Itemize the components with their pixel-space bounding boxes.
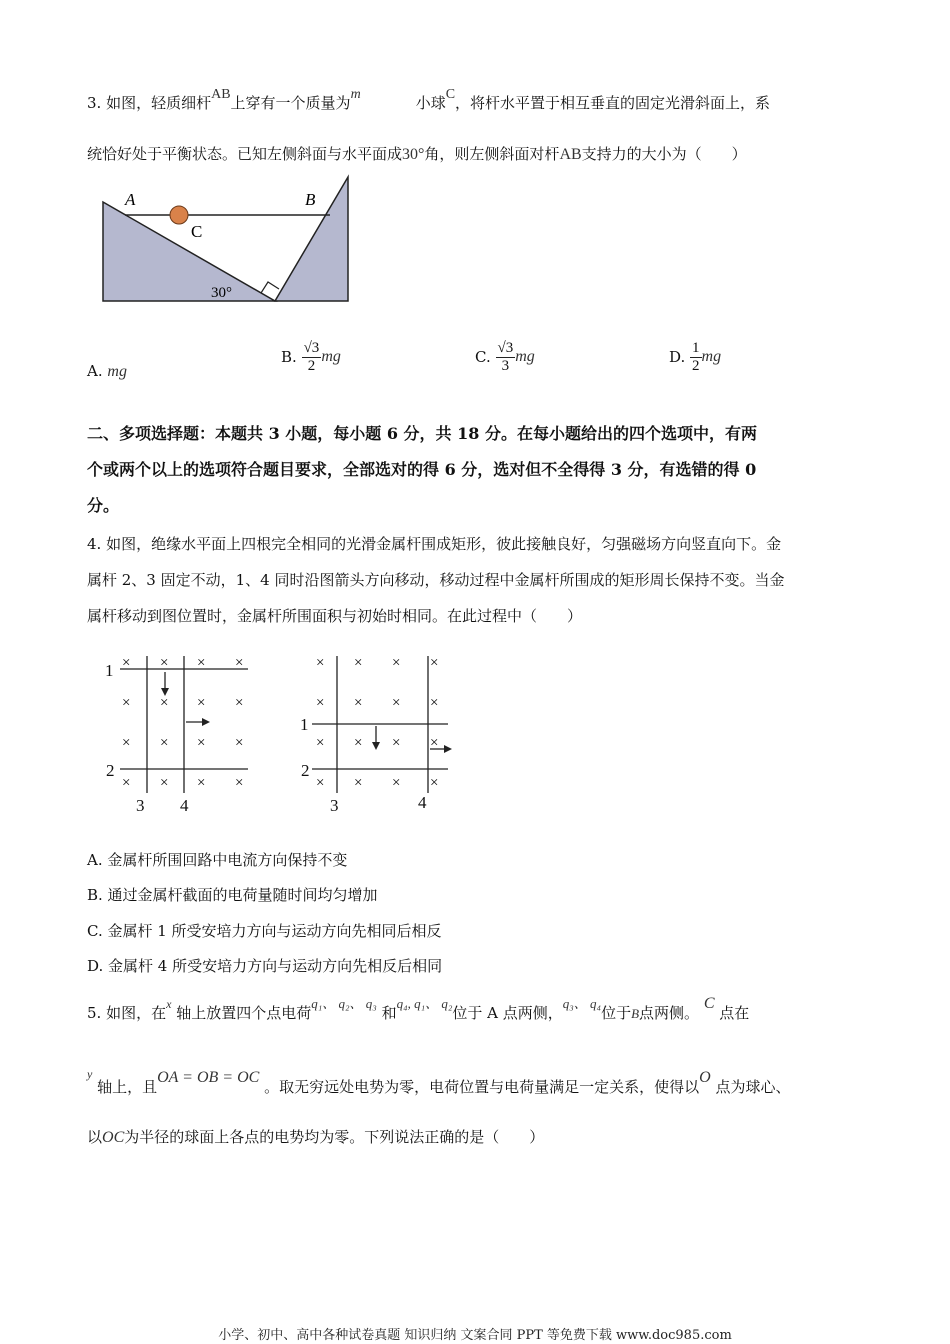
label-c: C	[191, 222, 203, 241]
q5-line3	[87, 1128, 544, 1147]
cross: ×	[197, 735, 206, 751]
cross: ×	[122, 775, 131, 791]
q5-math: q₁、 q₂、 q₃	[311, 996, 377, 1011]
q4-option-c[interactable]: C. 金属杆 1 所受安培力方向与运动方向先相同后相反	[87, 922, 442, 940]
q5-text: 5. 如图，在	[87, 1004, 167, 1022]
ball-c	[170, 206, 188, 224]
q5-line2	[87, 1067, 791, 1097]
q5-text: 。取无穷远处电势为零，电荷位置与电荷量满足一定关系，使得以	[264, 1078, 700, 1096]
option-fraction	[690, 340, 702, 374]
q5-text: 以	[87, 1128, 103, 1146]
q4-magnetic-field-figure	[100, 648, 460, 818]
option-expr: mg	[701, 348, 722, 365]
q3-option-b[interactable]	[281, 340, 341, 374]
cross: ×	[392, 695, 401, 711]
fraction-num: √3	[303, 340, 320, 356]
cross: ×	[160, 695, 169, 711]
rod-label-2: 2	[106, 761, 115, 780]
q4-line3: 属杆移动到图位置时，金属杆所围面积与初始时相同。在此过程中（ ）	[87, 607, 583, 625]
cross: ×	[235, 655, 244, 671]
left-diagram	[105, 655, 248, 815]
q3-line1	[87, 87, 771, 114]
cross: ×	[316, 655, 325, 671]
fraction-den: 2	[307, 357, 316, 374]
option-fraction	[302, 340, 322, 374]
cross: ×	[160, 735, 169, 751]
q3-math-c: C	[445, 87, 456, 102]
arrow-down	[161, 672, 169, 696]
q3-math-ab2: AB	[559, 146, 582, 163]
option-label: A.	[87, 362, 103, 380]
q5-text: 和	[381, 1004, 397, 1022]
cross: ×	[430, 695, 439, 711]
cross: ×	[235, 775, 244, 791]
q4-option-d[interactable]: D. 金属杆 4 所受安培力方向与运动方向先相反后相同	[87, 957, 443, 975]
label-angle: 30°	[211, 285, 232, 301]
right-angle-mark	[261, 282, 279, 293]
option-expr: mg	[515, 348, 535, 365]
right-diagram	[300, 655, 452, 815]
q5-math: B	[631, 1006, 640, 1021]
q5-math: OC	[102, 1129, 125, 1146]
q5-text: 点在	[719, 1004, 750, 1022]
left-incline	[103, 202, 275, 301]
section2-line1: 二、多项选择题：本题共 3 小题，每小题 6 分，共 18 分。在每小题给出的四个选项中，有两	[87, 424, 757, 443]
option-expr: mg	[107, 363, 127, 380]
cross: ×	[122, 695, 131, 711]
option-label: C.	[475, 348, 491, 366]
cross: ×	[354, 655, 363, 671]
cross: ×	[122, 735, 131, 751]
cross: ×	[430, 775, 439, 791]
q3-line2	[87, 145, 747, 164]
q5-text: 轴上，且	[97, 1078, 158, 1096]
cross: ×	[160, 655, 169, 671]
rod-label-3: 3	[330, 796, 339, 815]
label-b: B	[305, 190, 316, 209]
q4-option-b[interactable]: B. 通过金属杆截面的电荷量随时间均匀增加	[87, 886, 378, 904]
q3-math-m: m	[350, 87, 361, 102]
arrow-down	[372, 726, 380, 750]
rod-label-2: 2	[301, 761, 310, 780]
cross: ×	[354, 775, 363, 791]
option-label: D.	[669, 348, 686, 366]
fraction-den: 3	[501, 357, 510, 374]
q5-text: 为半径的球面上各点的电势均为零。下列说法正确的是（ ）	[124, 1128, 545, 1146]
q3-text: 统恰好处于平衡状态。已知左侧斜面与水平面成	[87, 145, 403, 163]
option-label: B.	[281, 348, 297, 366]
q5-math: y	[87, 1067, 93, 1081]
q5-text: 位于	[601, 1004, 632, 1022]
q3-text: 小球	[415, 94, 446, 112]
label-a: A	[125, 190, 136, 209]
q3-text: 上穿有一个质量为	[230, 94, 351, 112]
cross: ×	[316, 775, 325, 791]
q3-text: 角，则左侧斜面对杆	[424, 145, 560, 163]
q4-line2: 属杆 2、3 固定不动，1、4 同时沿图箭头方向移动，移动过程中金属杆所围成的矩形周长保持不变。当金	[87, 571, 785, 589]
cross: ×	[430, 655, 439, 671]
q5-line1	[87, 995, 750, 1023]
cross: ×	[197, 775, 206, 791]
cross: ×	[316, 695, 325, 711]
q5-text: 点两侧。	[639, 1004, 700, 1022]
fraction-num: 1	[692, 340, 700, 356]
q4-option-a[interactable]: A. 金属杆所围回路中电流方向保持不变	[87, 851, 348, 869]
q3-math-ab: AB	[211, 87, 231, 102]
page-footer: 小学、初中、高中各种试卷真题 知识归纳 文案合同 PPT 等免费下载 www.doc985.com	[218, 1328, 732, 1343]
section2-line3: 分。	[87, 496, 120, 515]
cross: ×	[354, 735, 363, 751]
q5-math: q₄, q₁、 q₂	[396, 996, 453, 1011]
option-expr: mg	[321, 348, 341, 365]
cross: ×	[235, 735, 244, 751]
rod-label-4: 4	[418, 793, 427, 812]
q3-option-c[interactable]	[475, 340, 535, 374]
cross: ×	[392, 735, 401, 751]
q5-math: C	[703, 995, 715, 1012]
q5-text: 点为球心、	[715, 1078, 791, 1096]
q3-text: ，将杆水平置于相互垂直的固定光滑斜面上，系	[455, 94, 771, 112]
cross: ×	[197, 655, 206, 671]
cross: ×	[392, 655, 401, 671]
q3-math-angle: 30°	[402, 146, 425, 163]
q5-text: 轴上放置四个点电荷	[176, 1004, 312, 1022]
fraction-den: 2	[692, 357, 700, 374]
q3-incline-figure	[95, 172, 360, 307]
q5-math: OA = OB = OC	[157, 1069, 260, 1086]
cross: ×	[197, 695, 206, 711]
q3-option-a[interactable]	[87, 362, 127, 381]
q5-text: 位于 A 点两侧，	[452, 1004, 563, 1022]
q5-math: q₃、 q₄	[562, 996, 602, 1011]
cross: ×	[354, 695, 363, 711]
q5-math: O	[699, 1069, 711, 1086]
cross: ×	[430, 735, 439, 751]
cross: ×	[122, 655, 131, 671]
section2-line2: 个或两个以上的选项符合题目要求，全部选对的得 6 分，选对但不全得得 3 分，有选错的得 0	[87, 460, 757, 479]
q3-option-d[interactable]	[669, 340, 721, 374]
rod-label-3: 3	[136, 796, 145, 815]
option-fraction	[496, 340, 516, 374]
q4-line1: 4. 如图，绝缘水平面上四根完全相同的光滑金属杆围成矩形，彼此接触良好，匀强磁场方向竖直向下。金	[87, 535, 782, 553]
q3-text: 3. 如图，轻质细杆	[87, 94, 212, 112]
cross: ×	[160, 775, 169, 791]
fraction-num: √3	[497, 340, 514, 356]
cross: ×	[392, 775, 401, 791]
cross: ×	[316, 735, 325, 751]
rod-label-1: 1	[300, 715, 309, 734]
q3-text: 支持力的大小为（ ）	[581, 145, 747, 163]
cross: ×	[235, 695, 244, 711]
rod-label-4: 4	[180, 796, 189, 815]
rod-label-1: 1	[105, 661, 114, 680]
q5-math: x	[166, 997, 172, 1011]
arrow-right	[186, 718, 210, 726]
